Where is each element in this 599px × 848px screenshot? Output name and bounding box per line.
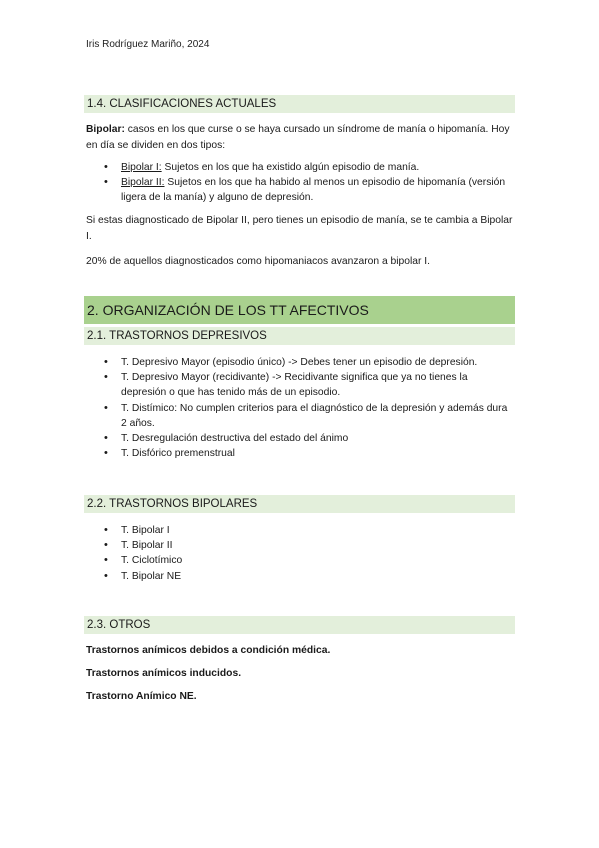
otros-line-inducidos: Trastornos anímicos inducidos. [86,668,242,679]
list-item: • T. Distímico: No cumplen criterios para el diagnóstico de la depresión y además dura 2 años. [104,401,514,431]
author-header: Iris Rodríguez Mariño, 2024 [86,39,210,50]
paragraph-bipolar-ii-change: Si estas diagnosticado de Bipolar II, pero tienes un episodio de manía, se te cambia a Bipolar I. [86,215,513,242]
depressive-disorders-list [104,355,514,461]
list-item: • T. Depresivo Mayor (episodio único) -> Debes tener un episodio de depresión. [104,355,514,370]
list-item-bipolar-i [104,160,514,175]
bipolar-types-list [104,160,514,206]
list-item: • T. Disfórico premenstrual [104,446,514,461]
bipolar-i-text: Sujetos en los que ha existido algún episodio de manía. [161,162,420,173]
heading-otros: 2.3. OTROS [84,616,515,634]
bipolar-intro-text: casos en los que curse o se haya cursado un síndrome de manía o hipomanía. Hoy en día se dividen en dos tipos: [86,124,510,151]
bipolar-term: Bipolar: [86,124,125,135]
heading-trastornos-depresivos: 2.1. TRASTORNOS DEPRESIVOS [84,327,515,345]
bipolar-ii-label: Bipolar II: [121,177,165,189]
heading-organizacion-tt-afectivos: 2. ORGANIZACIÓN DE LOS TT AFECTIVOS [84,296,515,324]
bipolar-i-label: Bipolar I: [121,162,162,173]
paragraph-hipomaniacos: 20% de aquellos diagnosticados como hipomaniacos avanzaron a bipolar I. [86,256,431,267]
list-item-bipolar-ii [104,175,514,205]
otros-line-condicion-medica: Trastornos anímicos debidos a condición médica. [86,645,331,656]
otros-line-animico-ne: Trastorno Anímico NE. [86,691,197,702]
heading-trastornos-bipolares: 2.2. TRASTORNOS BIPOLARES [84,495,515,513]
list-item: • T. Bipolar NE [104,569,514,584]
bipolar-ii-text: Sujetos en los que ha habido al menos un episodio de hipomanía (versión ligera de la manía) y alguno de depresión. [121,177,506,204]
list-item: • T. Bipolar II [104,538,514,553]
list-item: • T. Depresivo Mayor (recidivante) -> Recidivante significa que ya no tienes la depresión o que has tenido más de un episodio. [104,370,514,400]
list-item: • T. Ciclotímico [104,553,514,568]
list-item: • T. Desregulación destructiva del estado del ánimo [104,431,514,446]
heading-clasificaciones-actuales: 1.4. CLASIFICACIONES ACTUALES [84,95,515,113]
bipolar-disorders-list [104,523,514,584]
list-item: • T. Bipolar I [104,523,514,538]
paragraph-bipolar-intro [86,122,516,153]
